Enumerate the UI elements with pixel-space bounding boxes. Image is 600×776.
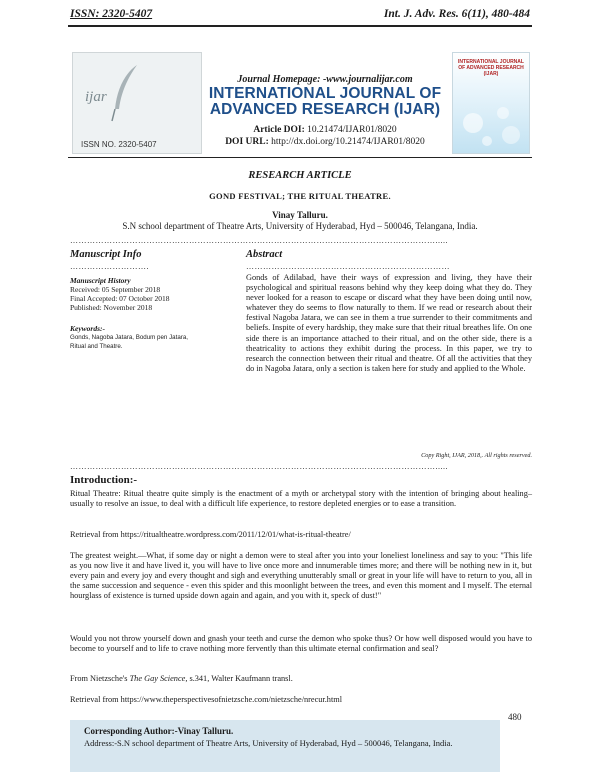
doi-url-label: DOI URL:: [225, 137, 269, 147]
author-name: Vinay Talluru.: [272, 210, 328, 220]
intro-nietzsche-quote: The greatest weight.—What, if some day or night a demon were to steal after you into your loneliest loneliness and say to you: "This life as you now live it and have lived it, you will have to live once more and innumerable times more; and there will be nothing new in it, but every pain and every joy and every thought and sigh and everything unutterably small or great in your life will have to return to you, all in the same succession and sequence - even this spider and this moonlight between the trees, and even this moment and I myself. The eternal hourglass of existence is turned upside down again and again, and you with it, speck of dust!": [70, 551, 532, 601]
homepage-link[interactable]: www.journalijar.com: [326, 74, 413, 85]
journal-homepage: [200, 74, 450, 85]
doi-block: [200, 124, 450, 148]
abstract-text: Gonds of Adilabad, have their ways of expression and living, they have their psychological and spiritual reasons behind why they keep doing what they do. They never looked for a reason to escape or discard what they have been doing until now, whatever they do seems to flow naturally to them. If we read or research about their festival Nagoba Jatara, we can see in them a true surrender to their commitments and beliefs. Inspite of every hardship, they make sure that their ritual breathes life. On one side there is an importance attached to their ritual, and on the other side, there is a theatricality to actions they exhibit during the process. In this paper, we try to research the connection between their ritual and theatre. Of all the activities that they do in Nagoba Jatara, only a section is taken here for study and applied to the Whole.: [246, 273, 532, 373]
masthead-rule: [68, 157, 532, 158]
issn-header: ISSN: 2320-5407: [70, 8, 153, 20]
journal-title: [200, 86, 450, 118]
received-date: Received: 05 September 2018: [70, 285, 161, 294]
article-type: RESEARCH ARTICLE: [248, 170, 352, 181]
corresponding-author-heading: Corresponding Author:-Vinay Talluru.: [84, 726, 234, 736]
intro-source-citation: [70, 674, 532, 684]
journal-cover-thumbnail: [452, 52, 530, 154]
homepage-label: Journal Homepage: -: [237, 74, 327, 85]
corresponding-author-address: Address:-S.N school department of Theatre Arts, University of Hyderabad, Hyd – 500046, Telangana, India.: [84, 738, 453, 748]
citation-suffix: , s.341, Walter Kaufmann transl.: [185, 674, 293, 683]
manuscript-history-label: Manuscript History: [70, 276, 131, 285]
doi-label: Article DOI:: [253, 125, 305, 135]
cover-title: INTERNATIONAL JOURNAL OF ADVANCED RESEARCH (IJAR): [458, 59, 524, 77]
intro-retrieval-link-1: Retrieval from https://ritualtheatre.wordpress.com/2011/12/01/what-is-ritual-theatre/: [70, 530, 351, 539]
published-date: Published: November 2018: [70, 303, 153, 313]
intro-paragraph-1: Ritual Theatre: Ritual theatre quite simply is the enactment of a myth or archetypal story with the intention of bringing about healing– usually to resolve an issue, to deal with a difficult life experience, to restore depleted energies or to ease a transition.: [70, 489, 532, 509]
article-title: GOND FESTIVAL; THE RITUAL THEATRE.: [209, 191, 391, 201]
manuscript-info-heading: Manuscript Info: [70, 249, 142, 260]
keywords-text: Gonds, Nagoba Jatara, Bodum pen Jatara, Ritual and Theatre.: [70, 334, 188, 350]
dotted-separator-top: ………………………………………………………………………………………………………………….....: [70, 236, 448, 245]
cover-graphic: [453, 93, 529, 153]
header-rule: [68, 25, 532, 27]
manuscript-dots: ……………………….: [70, 262, 149, 271]
doi-url-link[interactable]: http://dx.doi.org/10.21474/IJAR01/8020: [271, 137, 425, 147]
corresponding-author-box: [70, 720, 500, 772]
logo-mark: ijar: [85, 89, 107, 105]
dotted-separator-bottom: ………………………………………………………………………………………………………………….....: [70, 462, 448, 471]
intro-paragraph-4: Would you not throw yourself down and gnash your teeth and curse the demon who spoke thus? Or how well disposed would you have to become to yourself and to life to crave nothing more fervently than this ultimate eternal confirmation and seal?: [70, 634, 532, 654]
journal-logo: [72, 52, 202, 154]
quill-icon: [107, 63, 143, 123]
manuscript-dates: [70, 285, 170, 313]
abstract-dots: ………………………………………………………………: [246, 262, 450, 271]
citation-book-title: The Gay Science: [129, 674, 186, 683]
abstract-heading: Abstract: [246, 249, 283, 260]
citation-prefix: From Nietzsche's: [70, 674, 130, 683]
journal-title-line-2: ADVANCED RESEARCH (IJAR): [209, 101, 441, 118]
doi-value: 10.21474/IJAR01/8020: [307, 125, 397, 135]
intro-retrieval-link-2: Retrieval from https://www.theperspectivesofnietzsche.com/nietzsche/nrecur.html: [70, 695, 343, 704]
copyright-notice: Copy Right, IJAR, 2018,. All rights reserved.: [421, 452, 532, 459]
keywords-label: Keywords:-: [70, 324, 105, 333]
journal-title-line-1: INTERNATIONAL JOURNAL OF: [208, 85, 442, 102]
logo-issn-number: ISSN NO. 2320-5407: [81, 140, 157, 149]
introduction-heading: Introduction:-: [70, 474, 138, 486]
accepted-date: Final Accepted: 07 October 2018: [70, 294, 170, 304]
page-number: 480: [508, 712, 522, 722]
author-affiliation: S.N school department of Theatre Arts, University of Hyderabad, Hyd – 500046, Telangana, India.: [122, 221, 478, 231]
citation-header: Int. J. Adv. Res. 6(11), 480-484: [383, 8, 530, 20]
